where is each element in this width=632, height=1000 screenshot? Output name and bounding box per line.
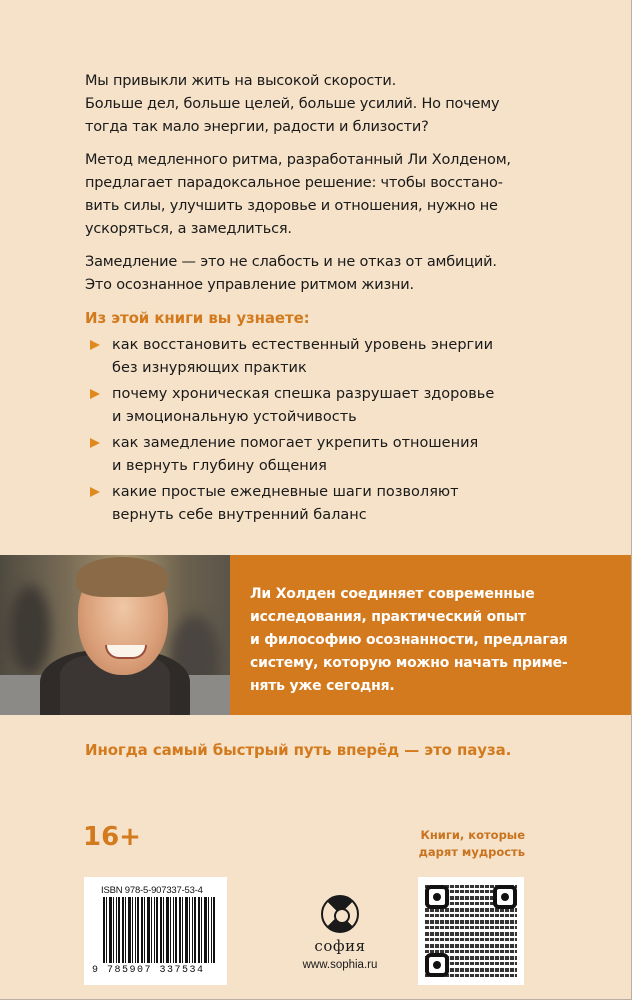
learn-item-line: и эмоциональную устойчивость	[112, 409, 357, 425]
arrow-bullet-icon	[90, 487, 100, 497]
author-photo	[0, 555, 230, 715]
learn-item-line: какие простые ежедневные шаги позволяют	[112, 484, 459, 500]
learn-list-item	[90, 432, 560, 478]
intro-line: Мы привыкли жить на высокой скорости.	[85, 73, 397, 89]
learn-list	[90, 334, 560, 530]
learn-list-item	[90, 481, 560, 527]
isbn-label: ISBN 978-5-907337-53-4	[101, 885, 203, 896]
qr-finder-icon	[425, 953, 449, 977]
learn-item-line: вернуть себе внутренний баланс	[112, 507, 367, 523]
intro-line: Замедление — это не слабость и не отказ от амбиций.	[85, 254, 497, 270]
qr-finder-icon	[493, 885, 517, 909]
author-hair	[76, 557, 168, 597]
arrow-bullet-icon	[90, 389, 100, 399]
learn-item-line: как замедление помогает укрепить отношения	[112, 435, 479, 451]
intro-line: тогда так мало энергии, радости и близости?	[85, 119, 429, 135]
learn-list-item	[90, 383, 560, 429]
bio-line: Ли Холден соединяет современные	[250, 586, 535, 602]
bio-line: исследования, практический опыт	[250, 609, 526, 625]
intro-text	[85, 70, 545, 307]
sophia-logo-icon	[321, 895, 359, 933]
arrow-bullet-icon	[90, 438, 100, 448]
motto-line: Книги, которые	[420, 828, 525, 842]
bio-line: систему, которую можно начать приме-	[250, 655, 568, 671]
publisher-name: софия	[314, 937, 366, 955]
intro-line: Метод медленного ритма, разработанный Ли Холденом,	[85, 152, 511, 168]
publisher-motto	[400, 827, 525, 861]
intro-line: Больше дел, больше целей, больше усилий. Но почему	[85, 96, 500, 112]
intro-paragraph-2	[85, 149, 545, 241]
intro-paragraph-3	[85, 251, 545, 297]
age-rating: 16+	[83, 822, 141, 852]
bio-line: и философию осознанности, предлагая	[250, 632, 568, 648]
author-band	[0, 555, 631, 715]
background-figure	[10, 585, 50, 675]
motto-line: дарят мудрость	[418, 845, 525, 859]
learn-item-line: и вернуть глубину общения	[112, 458, 327, 474]
arrow-bullet-icon	[90, 340, 100, 350]
author-bio	[230, 555, 631, 715]
intro-line: ускоряться, а замедлиться.	[85, 221, 292, 237]
publisher-url[interactable]: www.sophia.ru	[302, 959, 378, 971]
learn-item-line: без изнуряющих практик	[112, 360, 307, 376]
logo-spiral	[334, 908, 350, 924]
bio-line: нять уже сегодня.	[250, 678, 395, 694]
tagline: Иногда самый быстрый путь вперёд — это пауза.	[85, 741, 512, 759]
intro-line: вить силы, улучшить здоровье и отношения, нужно не	[85, 198, 498, 214]
learn-list-item	[90, 334, 560, 380]
qr-code[interactable]	[418, 877, 524, 985]
learn-item-line: почему хроническая спешка разрушает здоровье	[112, 386, 495, 402]
qr-finder-icon	[425, 885, 449, 909]
intro-line: Это осознанное управление ритмом жизни.	[85, 277, 414, 293]
intro-paragraph-1	[85, 70, 545, 139]
learn-heading: Из этой книги вы узнаете:	[85, 309, 310, 327]
barcode-digits: 9 785907 337534	[92, 965, 205, 976]
barcode-bars-icon	[103, 897, 217, 963]
isbn-barcode	[84, 877, 227, 985]
publisher-block	[270, 895, 410, 971]
intro-line: предлагает парадоксальное решение: чтобы восстано-	[85, 175, 503, 191]
learn-item-line: как восстановить естественный уровень энергии	[112, 337, 494, 353]
